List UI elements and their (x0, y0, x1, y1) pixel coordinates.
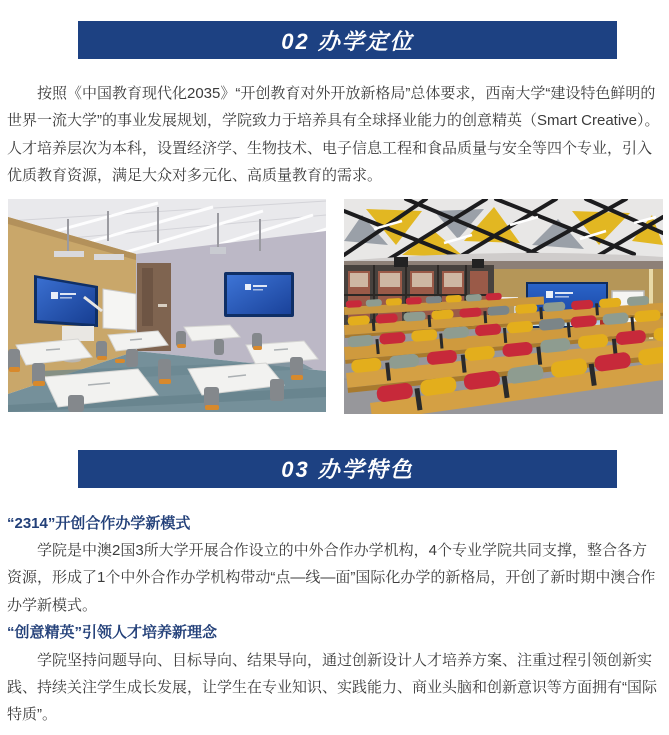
subsection-heading-cooperation-model: “2314”开创合作办学新模式 (7, 514, 191, 532)
section-banner-02 (78, 21, 617, 59)
display-screen-right (224, 272, 294, 317)
whiteboard (103, 289, 136, 330)
subsection-heading-talent-concept: “创意精英”引领人才培养新理念 (7, 624, 218, 642)
section-banner-03 (78, 450, 617, 488)
features-text-block (0, 510, 669, 735)
smart-classroom-photo (8, 199, 326, 412)
hall-ceiling (344, 199, 663, 269)
subsection-paragraph-talent-concept: 学院坚持问题导向、目标导向、结果导向，通过创新设计人才培养方案、注重过程引领创新实践、持续关注学生成长发展，让学生在专业知识、实践能力、商业头脑和创新意识等方面拥有“国际特质”。 (7, 651, 657, 724)
lecture-hall-illustration (344, 199, 663, 414)
section-banner-03-title: 03 办学特色 (281, 457, 414, 483)
intro-paragraph: 按照《中国教育现代化2035》“开创教育对外开放新格局”总体要求，西南大学“建设特色鲜明的世界一流大学”的事业发展规划，学院致力于培养具有全球择业能力的创意精英（Smart Creative）。人才培养层次为本科，设置经济学、生物技术、电子信息工程和食品质量与安全等四个专业，引入优质教育资源，满足大众对多元化、高质量教育的需求。 (7, 85, 660, 185)
photo-row (0, 199, 669, 414)
intro-text-block (0, 80, 669, 190)
subsection-paragraph-cooperation-model: 学院是中澳2国3所大学开展合作设立的中外合作办学机构，4个专业学院共同支撑，整合各方资源，形成了1个中外合作办学机构带动“点—线—面”国际化办学的新格局，开创了新时期中澳合作办学新模式。 (7, 542, 656, 614)
smart-classroom-illustration (8, 199, 326, 412)
lecture-hall-photo (344, 199, 663, 414)
section-banner-02-title: 02 办学定位 (281, 28, 414, 54)
